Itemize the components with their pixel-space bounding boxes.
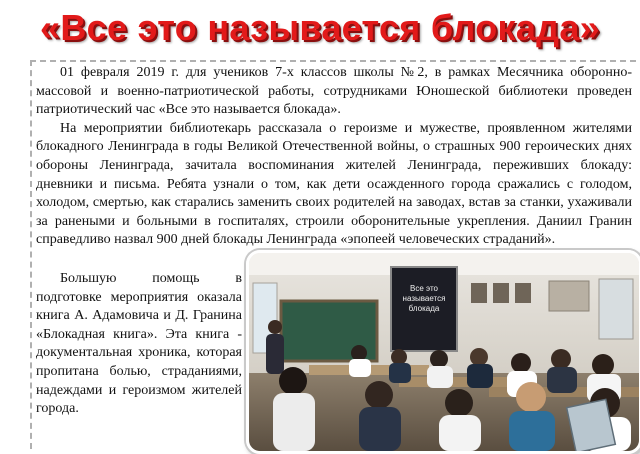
page-headline: «Все это называется блокада» [40,7,600,48]
event-photo [246,250,640,454]
screen-line-1: Все это [410,284,438,293]
screen-line-2: называется [402,294,446,303]
book-cover [567,399,616,451]
classroom-photo [249,253,639,451]
paragraph-event: На мероприятии библиотекарь рассказала о героизме и мужестве, проявленном жителями блокадного Ленинграда в годы Великой Отечественной войны, о страшных 900 героических днях обороны Ленинграда, зачитала воспоминания жителей Ленинграда, переживших блокаду: дневники и письма. Ребята узнали о том, как дети осажденного города сражались с голодом, холодом, смертью, как старались заменить своих родителей на заводах, встав за станки, ухаживали за ранеными и больными в госпиталях, строили оборонительные укрепления. Даниил Гранин справедливо назвал 900 дней блокады Ленинграда «эпопеей человеческих страданий». [36,120,632,248]
article-side-text [36,270,242,419]
teacher-figure [266,334,284,374]
paragraph-book: Большую помощь в подготовке мероприятия оказала книга А. Адамовича и Д. Гранина «Блокадная книга». Эта книга - документальная хроника, которая пропитана болью, страданиями, надеждами и героизмом жителей города. [36,271,242,417]
paragraph-intro: 01 февраля 2019 г. для учеников 7-х классов школы №2, в рамках Месячника оборонно-массовой и военно-патриотической работы, сотрудниками Юношеской библиотеки проведен патриотический час «Все это называется блокада». [36,65,632,118]
article-text [36,64,632,250]
screen-line-3: блокада [408,304,440,313]
